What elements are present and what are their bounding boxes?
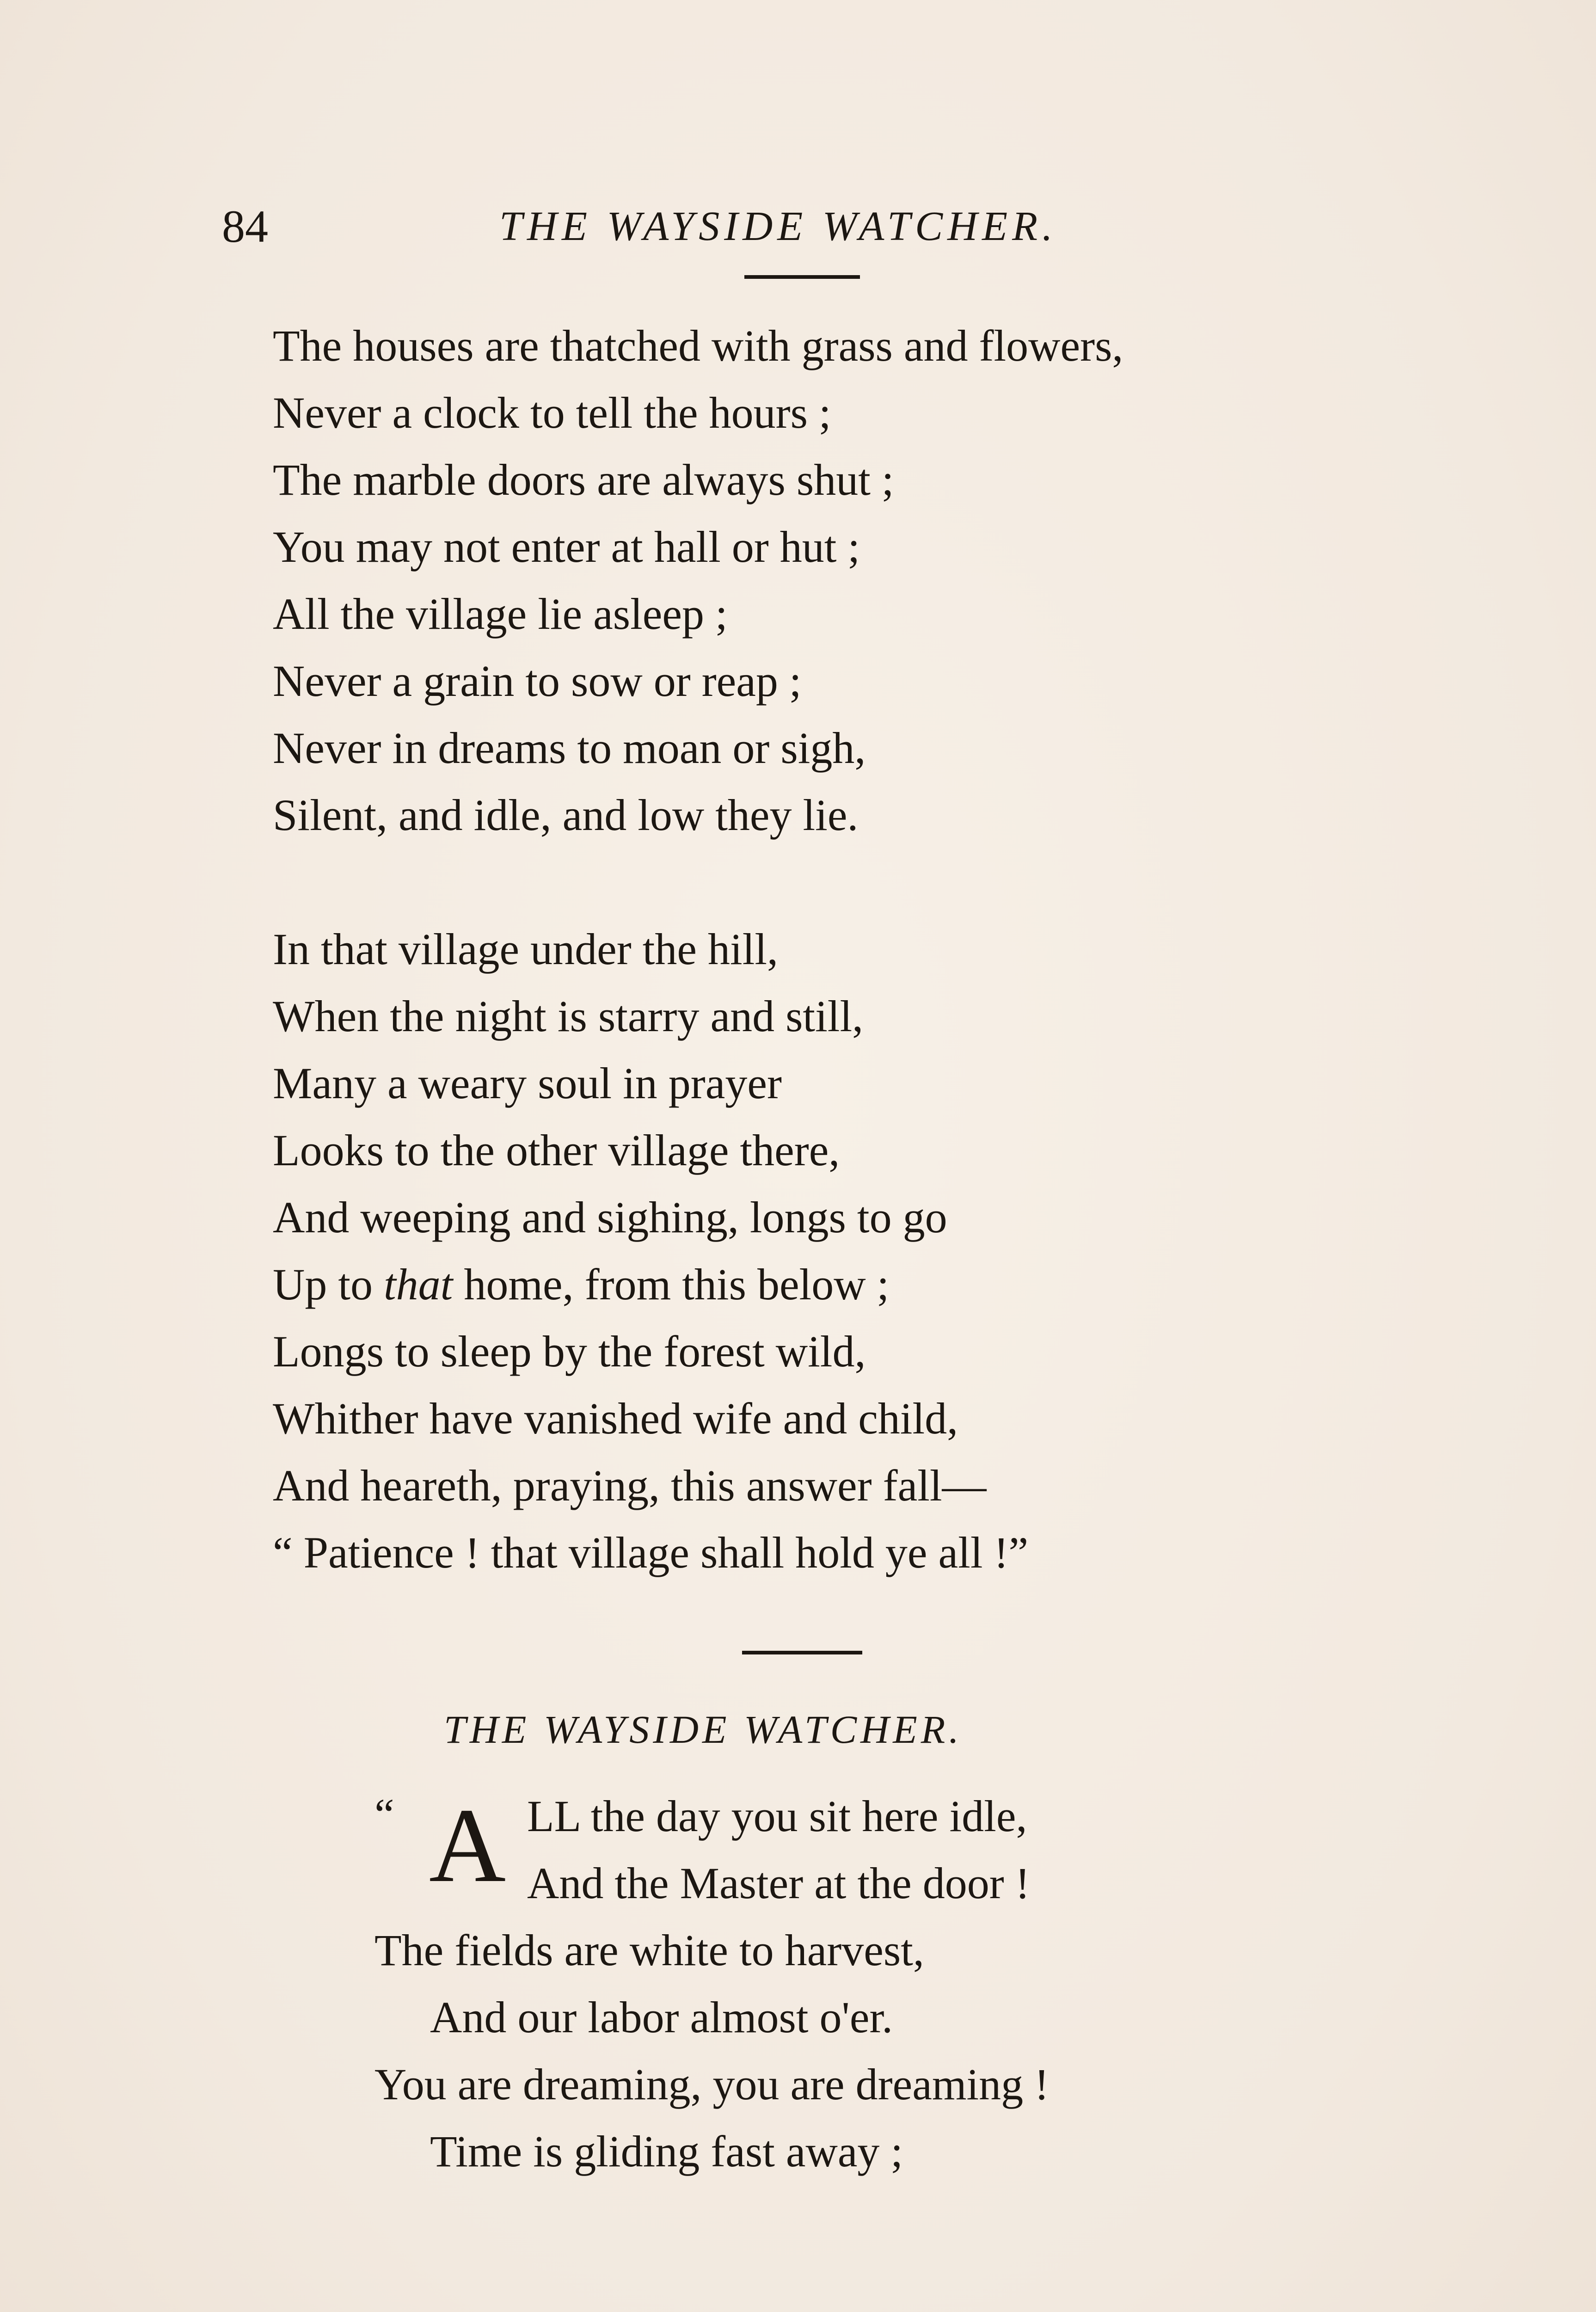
- poem-line: Longs to sleep by the forest wild,: [273, 1327, 866, 1376]
- line-text: Up to: [273, 1260, 384, 1309]
- poem-line: You are dreaming, you are dreaming !: [374, 2060, 1050, 2109]
- poem-line: And weeping and sighing, longs to go: [273, 1193, 947, 1242]
- italic-word: that: [384, 1260, 453, 1309]
- poem-line: “ Patience ! that village shall hold ye all !”: [273, 1528, 1029, 1577]
- poem-line: Whither have vanished wife and child,: [273, 1394, 958, 1443]
- running-title: THE WAYSIDE WATCHER.: [499, 203, 1057, 249]
- poem-line: When the night is starry and still,: [273, 991, 864, 1041]
- drop-cap: A: [429, 1786, 506, 1904]
- poem-line: [273, 1251, 1028, 1318]
- poem-line: Time is gliding fast away ;: [430, 2127, 903, 2176]
- poem-line: Never a grain to sow or reap ;: [273, 656, 802, 706]
- opening-quote: “: [374, 1789, 394, 1839]
- page-number: 84: [222, 201, 268, 252]
- poem-line: Looks to the other village there,: [273, 1125, 840, 1175]
- poem-line: And our labor almost o'er.: [430, 1992, 893, 2042]
- poem-line: Never a clock to tell the hours ;: [273, 388, 831, 437]
- poem-line: All the village lie asleep ;: [273, 589, 728, 639]
- top-divider: [744, 275, 860, 279]
- line-text: home, from this below ;: [453, 1260, 890, 1309]
- running-head: [222, 194, 1184, 259]
- poem-line: And the Master at the door !: [527, 1858, 1030, 1908]
- poem-body: [374, 1783, 1049, 2185]
- poem-line: Silent, and idle, and low they lie.: [273, 790, 859, 840]
- poem-line: In that village under the hill,: [273, 924, 779, 974]
- line-text: LL the day you sit here idle,: [527, 1791, 1027, 1841]
- poem-line: The fields are white to harvest,: [374, 1925, 924, 1975]
- poem-line: You may not enter at hall or hut ;: [273, 522, 860, 572]
- poem-line: The houses are thatched with grass and flowers,: [273, 321, 1123, 370]
- stanza-1: [273, 312, 1123, 849]
- poem-title: THE WAYSIDE WATCHER.: [444, 1707, 963, 1752]
- poem-line: Many a weary soul in prayer: [273, 1058, 782, 1108]
- poem-line: And heareth, praying, this answer fall—: [273, 1461, 987, 1510]
- poem-line: The marble doors are always shut ;: [273, 455, 894, 504]
- stanza-2: [273, 916, 1028, 1586]
- section-divider: [742, 1651, 862, 1654]
- poem-line: Never in dreams to moan or sigh,: [273, 723, 866, 773]
